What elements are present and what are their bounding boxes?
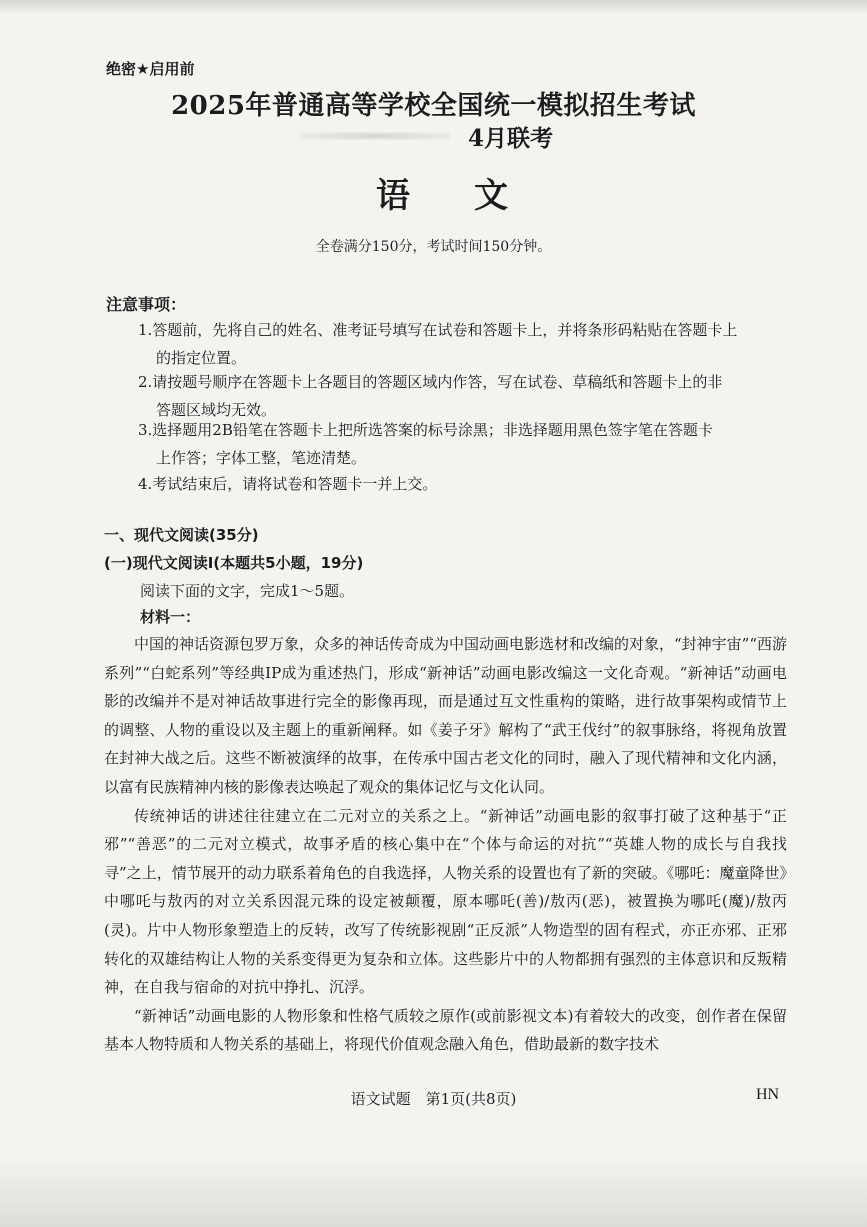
notice-item-continuation: 上作答；字体工整，笔迹清楚。	[156, 449, 367, 467]
notice-item-line: 4.考试结束后，请将试卷和答题卡一并上交。	[138, 475, 438, 493]
notice-item-line: 2.请按题号顺序在答题卡上各题目的答题区域内作答，写在试卷、草稿纸和答题卡上的非	[138, 373, 723, 391]
scan-edge-top	[0, 0, 867, 14]
redacted-smudge	[300, 132, 450, 140]
confidential-label: 绝密★启用前	[106, 60, 195, 78]
subsection-heading: (一)现代文阅读Ⅰ(本题共5小题，19分)	[104, 554, 364, 572]
region-code: HN	[756, 1086, 780, 1103]
exam-title: 2025年普通高等学校全国统一模拟招生考试	[171, 91, 696, 121]
notice-item	[138, 416, 788, 472]
notice-item-line: 1.答题前，先将自己的姓名、准考证号填写在试卷和答题卡上，并将条形码粘贴在答题卡上	[138, 321, 738, 339]
notice-item-continuation: 的指定位置。	[156, 349, 247, 367]
notice-item	[138, 470, 788, 498]
article-paragraph: 中国的神话资源包罗万象，众多的神话传奇成为中国动画电影选材和改编的对象，“封神宇宙”“西游系列”“白蛇系列”等经典IP成为重述热门，形成“新神话”动画电影改编这一文化奇观。“新神话”动画电影的改编并不是对神话故事进行完全的影像再现，而是通过互文性重构的策略，进行故事架构或情节上的调整、人物的重设以及主题上的重新阐释。如《姜子牙》解构了“武王伐纣”的叙事脉络，将视角放置在封神大战之后。这些不断被演绎的故事，在传承中国古老文化的同时，融入了现代精神和文化内涵，以富有民族精神内核的影像表达唤起了观众的集体记忆与文化认同。	[104, 635, 788, 796]
article-paragraph: “新神话”动画电影的人物形象和性格气质较之原作(或前影视文本)有着较大的改变，创作者在保留基本人物特质和人物关系的基础上，将现代价值观念融入角色，借助最新的数字技术	[104, 1006, 787, 1054]
notice-item-continuation: 答题区域均无效。	[156, 401, 277, 419]
material-label: 材料一：	[140, 608, 201, 626]
notice-item-line: 3.选择题用2B铅笔在答题卡上把所选答案的标号涂黑；非选择题用黑色签字笔在答题卡	[138, 421, 713, 439]
page-footer: 语文试题 第1页(共8页)	[350, 1090, 517, 1108]
reading-instruction: 阅读下面的文字，完成1～5题。	[140, 582, 355, 600]
subject-title: 语文	[376, 176, 572, 216]
scan-edge-bottom	[0, 1157, 867, 1227]
article-paragraph: 传统神话的讲述往往建立在二元对立的关系之上。“新神话”动画电影的叙事打破了这种基于“正邪”“善恶”的二元对立模式，故事矛盾的核心集中在“个体与命运的对抗”“英雄人物的成长与自我找寻”之上，情节展开的动力联系着角色的自我选择，人物关系的设置也有了新的突破。《哪吒：魔童降世》中哪吒与敖丙的对立关系因混元珠的设定被颠覆，原本哪吒(善)/敖丙(恶)，被置换为哪吒(魔)/敖丙(灵)。片中人物形象塑造上的反转，改写了传统影视剧“正反派”人物造型的固有程式，亦正亦邪、正邪转化的双雄结构让人物的关系变得更为复杂和立体。这些影片中的人物都拥有强烈的主体意识和反叛精神，在自我与宿命的对抗中挣扎、沉浮。	[104, 806, 787, 997]
exam-subtitle: 4月联考	[468, 125, 554, 152]
notice-heading: 注意事项：	[106, 295, 187, 314]
score-time-info: 全卷满分150分，考试时间150分钟。	[315, 239, 552, 255]
notice-item	[138, 316, 788, 372]
section-heading: 一、现代文阅读(35分)	[104, 526, 259, 544]
article-body	[104, 630, 787, 1059]
